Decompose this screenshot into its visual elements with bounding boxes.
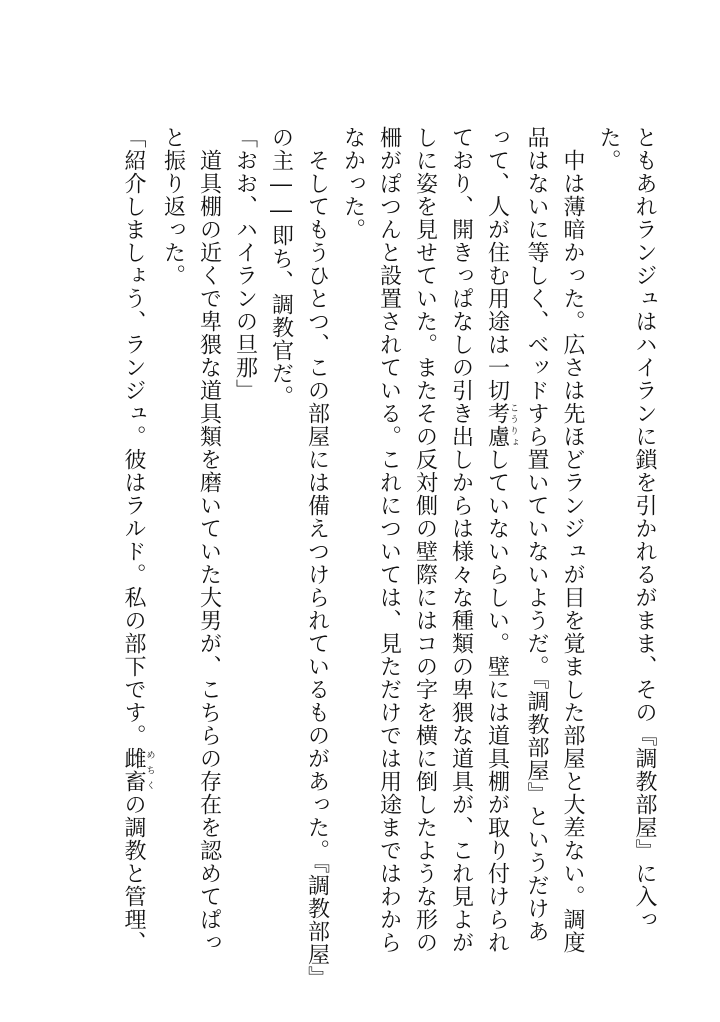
text-line-9: なかった。	[340, 126, 366, 241]
ruby-kouryo-base: 考慮	[484, 402, 510, 448]
text-line-5-part-a: って、人が住む用途は一切	[484, 126, 510, 402]
ruby-mechiku	[121, 747, 155, 793]
text-line-11: の主――即ち、調教官だ。	[268, 126, 294, 408]
text-line-1: ともあれランジュはハイランに鎖を引かれるがまま、その『調教部屋』に入っ	[632, 126, 657, 931]
text-line-5-part-b: していないらしい。壁には道具棚が取り付けられ	[484, 448, 510, 954]
text-line-8: 柵がぽつんと設置されている。これについては、見ただけでは用途まではわから	[376, 126, 402, 954]
ruby-kouryo-reading: こうりょ	[508, 402, 518, 448]
text-line-3: 中は薄暗かった。広さは先ほどランジュが目を覚ました部屋と大差ない。調度	[560, 126, 585, 954]
ruby-mechiku-base: 雌畜	[121, 747, 146, 793]
text-line-14: と振り返った。	[160, 126, 186, 287]
text-line-10: そしてもうひとつ、この部屋には備えつけられているものがあった。『調教部屋』	[304, 126, 330, 989]
vertical-text-body	[52, 126, 662, 989]
ruby-kouryo	[484, 402, 518, 448]
text-line-7: しに姿を見せていた。またその反対側の壁際にはコの字を横に倒したような形の	[412, 126, 438, 954]
text-line-12: 「おお、ハイランの旦那」	[232, 126, 258, 402]
text-line-6: ており、開きっぱなしの引き出しからは様々な種類の卑猥な道具が、これ見よが	[448, 126, 474, 954]
text-line-13: 道具棚の近くで卑猥な道具類を磨いていた大男が、こちらの存在を認めてぱっ	[196, 126, 222, 954]
ruby-mechiku-reading: めちく	[144, 747, 155, 793]
text-line-5	[479, 126, 519, 986]
text-line-15	[115, 126, 155, 986]
text-line-15-part-a: 「紹介しましょう、ランジュ。彼はラルド。私の部下です。	[121, 126, 146, 747]
text-line-4: 品はないに等しく、ベッドすら置いていないようだ。『調教部屋』というだけあ	[524, 126, 549, 943]
text-line-15-part-b: の調教と管理、	[121, 793, 146, 954]
text-line-2: た。	[596, 126, 621, 172]
